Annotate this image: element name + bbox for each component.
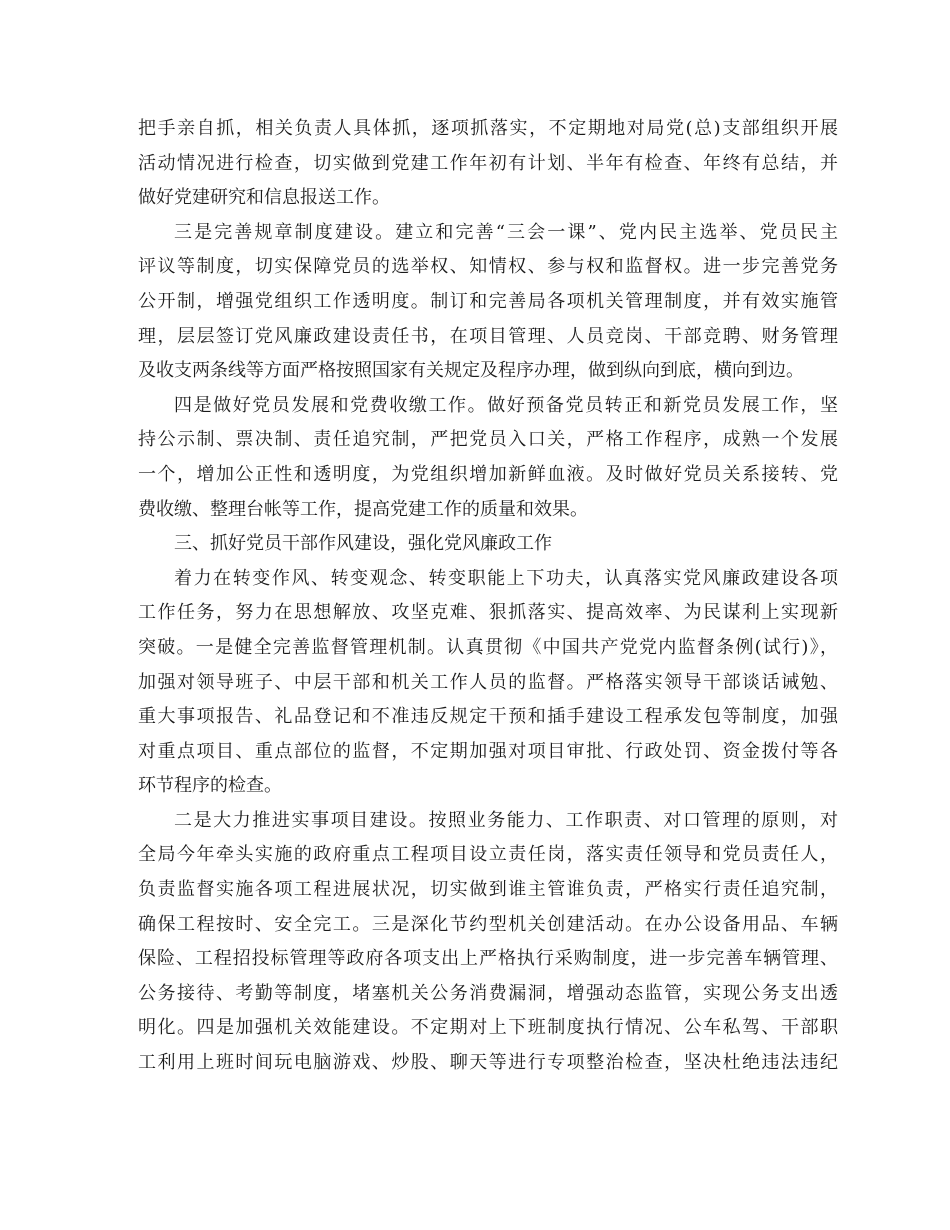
text-line: 工作任务，努力在思想解放、攻坚克难、狠抓落实、提高效率、为民谋利上实现新 [138, 602, 838, 624]
text-line: 持公示制、票决制、责任追究制，严把党员入口关，严格工作程序，成熟一个发展 [138, 429, 838, 451]
text-line: 二是大力推进实事项目建设。按照业务能力、工作职责、对口管理的原则，对 [174, 809, 838, 831]
text-line: 三是完善规章制度建设。建立和完善“三会一课”、党内民主选举、党员民主 [174, 221, 838, 243]
text-line: 负责监督实施各项工程进展状况，切实做到谁主管谁负责，严格实行责任追究制， [138, 879, 838, 901]
text-line: 及收支两条线等方面严格按照国家有关规定及程序办理，做到纵向到底，横向到边。 [138, 360, 804, 382]
text-line: 做好党建研究和信息报送工作。 [138, 187, 390, 209]
text-line: 确保工程按时、安全完工。三是深化节约型机关创建活动。在办公设备用品、车辆 [138, 913, 838, 935]
text-line: 全局今年牵头实施的政府重点工程项目设立责任岗，落实责任领导和党员责任人， [138, 844, 838, 866]
text-line: 保险、工程招投标管理等政府各项支出上严格执行采购制度，进一步完善车辆管理、 [138, 948, 838, 970]
text-line: 理，层层签订党风廉政建设责任书，在项目管理、人员竞岗、干部竞聘、财务管理 [138, 325, 838, 347]
text-line: 工利用上班时间玩电脑游戏、炒股、聊天等进行专项整治检查，坚决杜绝违法违纪 [138, 1052, 838, 1074]
text-line: 四是做好党员发展和党费收缴工作。做好预备党员转正和新党员发展工作，坚 [174, 394, 838, 416]
text-line: 明化。四是加强机关效能建设。不定期对上下班制度执行情况、公车私驾、干部职 [138, 1017, 838, 1039]
text-line: 三、抓好党员干部作风建设，强化党风廉政工作 [174, 533, 552, 555]
text-line: 环节程序的检查。 [138, 775, 282, 797]
text-line: 活动情况进行检查，切实做到党建工作年初有计划、半年有检查、年终有总结，并 [138, 152, 838, 174]
document-body [138, 112, 838, 1081]
text-line: 加强对领导班子、中层干部和机关工作人员的监督。严格落实领导干部谈话诫勉、 [138, 671, 838, 693]
text-line: 重大事项报告、礼品登记和不准违反规定干预和插手建设工程承发包等制度，加强 [138, 706, 838, 728]
text-line: 公务接待、考勤等制度，堵塞机关公务消费漏洞，增强动态监管，实现公务支出透 [138, 982, 838, 1004]
text-line: 突破。一是健全完善监督管理机制。认真贯彻《中国共产党党内监督条例(试行)》， [138, 636, 838, 658]
text-line: 把手亲自抓，相关负责人具体抓，逐项抓落实，不定期地对局党(总)支部组织开展 [138, 118, 838, 139]
text-line: 公开制，增强党组织工作透明度。制订和完善局各项机关管理制度，并有效实施管 [138, 290, 838, 312]
text-line: 评议等制度，切实保障党员的选举权、知情权、参与权和监督权。进一步完善党务 [138, 256, 838, 278]
text-line: 一个，增加公正性和透明度，为党组织增加新鲜血液。及时做好党员关系接转、党 [138, 463, 838, 485]
text-line: 着力在转变作风、转变观念、转变职能上下功夫，认真落实党风廉政建设各项 [174, 567, 838, 589]
text-line: 费收缴、整理台帐等工作，提高党建工作的质量和效果。 [138, 498, 588, 520]
text-line: 对重点项目、重点部位的监督，不定期加强对项目审批、行政处罚、资金拨付等各 [138, 740, 838, 762]
